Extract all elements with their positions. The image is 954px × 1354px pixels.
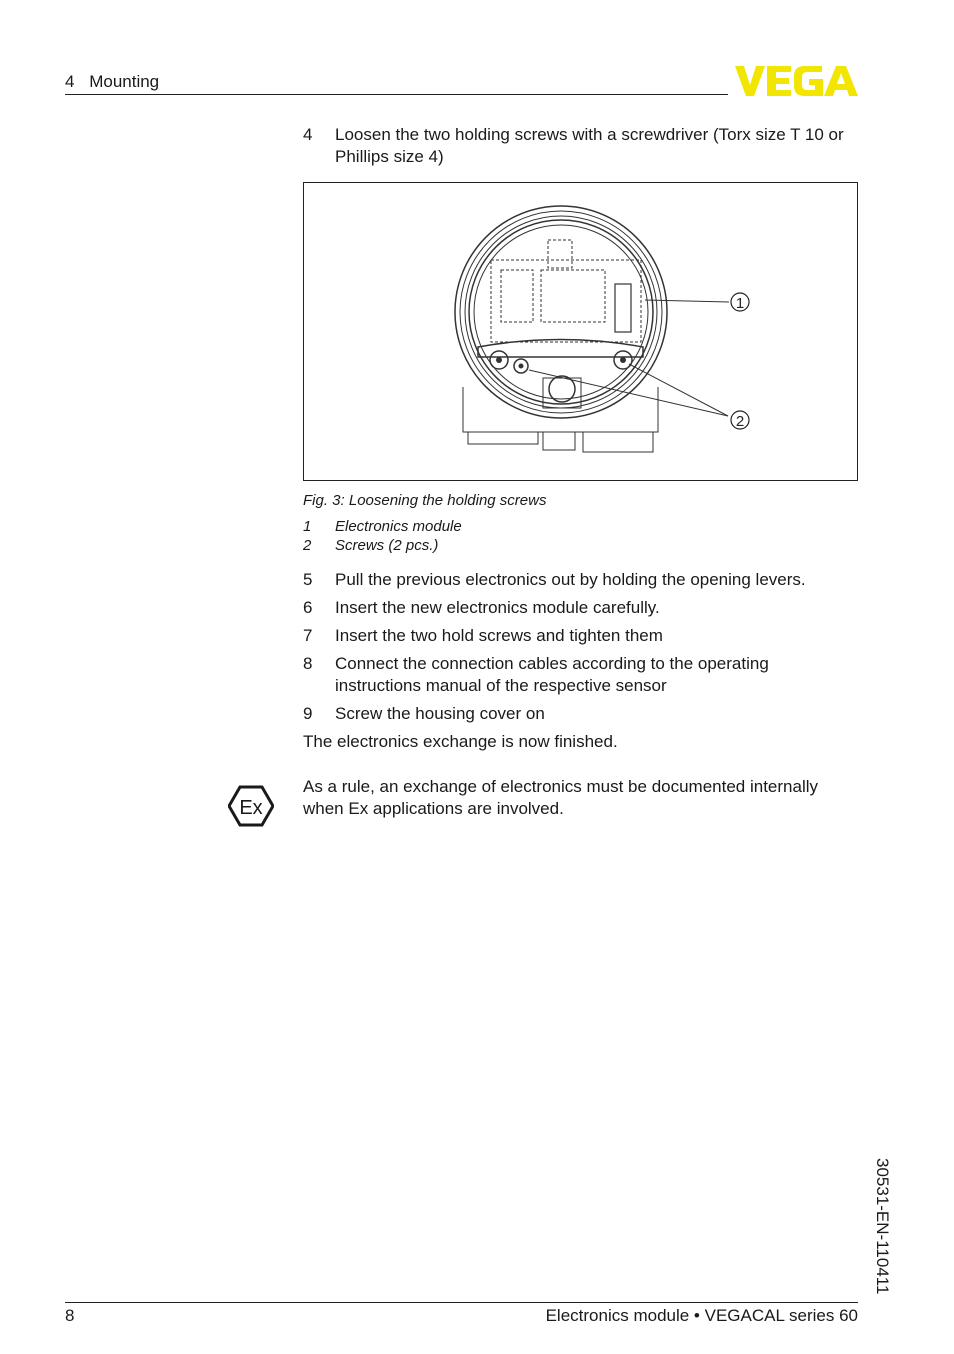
step-text: Insert the new electronics module carefully. bbox=[335, 598, 660, 617]
document-code: 30531-EN-110411 bbox=[873, 1158, 892, 1295]
step-number: 5 bbox=[303, 570, 313, 589]
figure-caption: Fig. 3: Loosening the holding screws bbox=[303, 492, 547, 509]
legend-item bbox=[303, 518, 462, 535]
step-text: Insert the two hold screws and tighten them bbox=[335, 626, 663, 645]
ex-protection-icon bbox=[228, 785, 274, 827]
step-text: Pull the previous electronics out by holding the opening levers. bbox=[335, 570, 806, 589]
step-number: 6 bbox=[303, 598, 313, 617]
step-number: 4 bbox=[303, 125, 313, 144]
callout-2: 2 bbox=[735, 413, 745, 430]
step-number: 9 bbox=[303, 704, 313, 723]
housing-drawing bbox=[303, 182, 858, 481]
legend-text: Screws (2 pcs.) bbox=[335, 537, 439, 554]
section-number: 4 bbox=[65, 72, 75, 91]
step-item bbox=[303, 597, 863, 619]
conclusion-text: The electronics exchange is now finished. bbox=[303, 732, 618, 751]
legend-item bbox=[303, 537, 438, 554]
svg-text:Ex: Ex bbox=[239, 797, 263, 819]
step-item bbox=[303, 625, 863, 647]
step-number: 8 bbox=[303, 654, 313, 673]
legend-number: 2 bbox=[303, 537, 312, 554]
step-number: 7 bbox=[303, 626, 313, 645]
vega-logo bbox=[735, 66, 858, 96]
callout-1: 1 bbox=[735, 295, 745, 312]
step-item bbox=[303, 569, 863, 591]
step-item bbox=[303, 124, 863, 168]
step-text: Connect the connection cables according to the operating instructions manual of the respective sensor bbox=[335, 654, 769, 695]
step-item bbox=[303, 703, 863, 725]
section-title: Mounting bbox=[89, 72, 160, 91]
step-text: Screw the housing cover on bbox=[335, 704, 545, 723]
step-text: Loosen the two holding screws with a screwdriver (Torx size T 10 or Phillips size 4) bbox=[335, 125, 844, 166]
header-rule bbox=[65, 94, 728, 95]
footer-title: Electronics module • VEGACAL series 60 bbox=[545, 1306, 858, 1325]
running-header bbox=[65, 72, 159, 92]
legend-text: Electronics module bbox=[335, 518, 462, 535]
legend-number: 1 bbox=[303, 518, 312, 535]
footer-rule bbox=[65, 1302, 858, 1303]
ex-note-text: As a rule, an exchange of electronics must be documented internally when Ex applications are involved. bbox=[303, 777, 819, 818]
step-item bbox=[303, 653, 843, 697]
page-number: 8 bbox=[65, 1306, 75, 1325]
